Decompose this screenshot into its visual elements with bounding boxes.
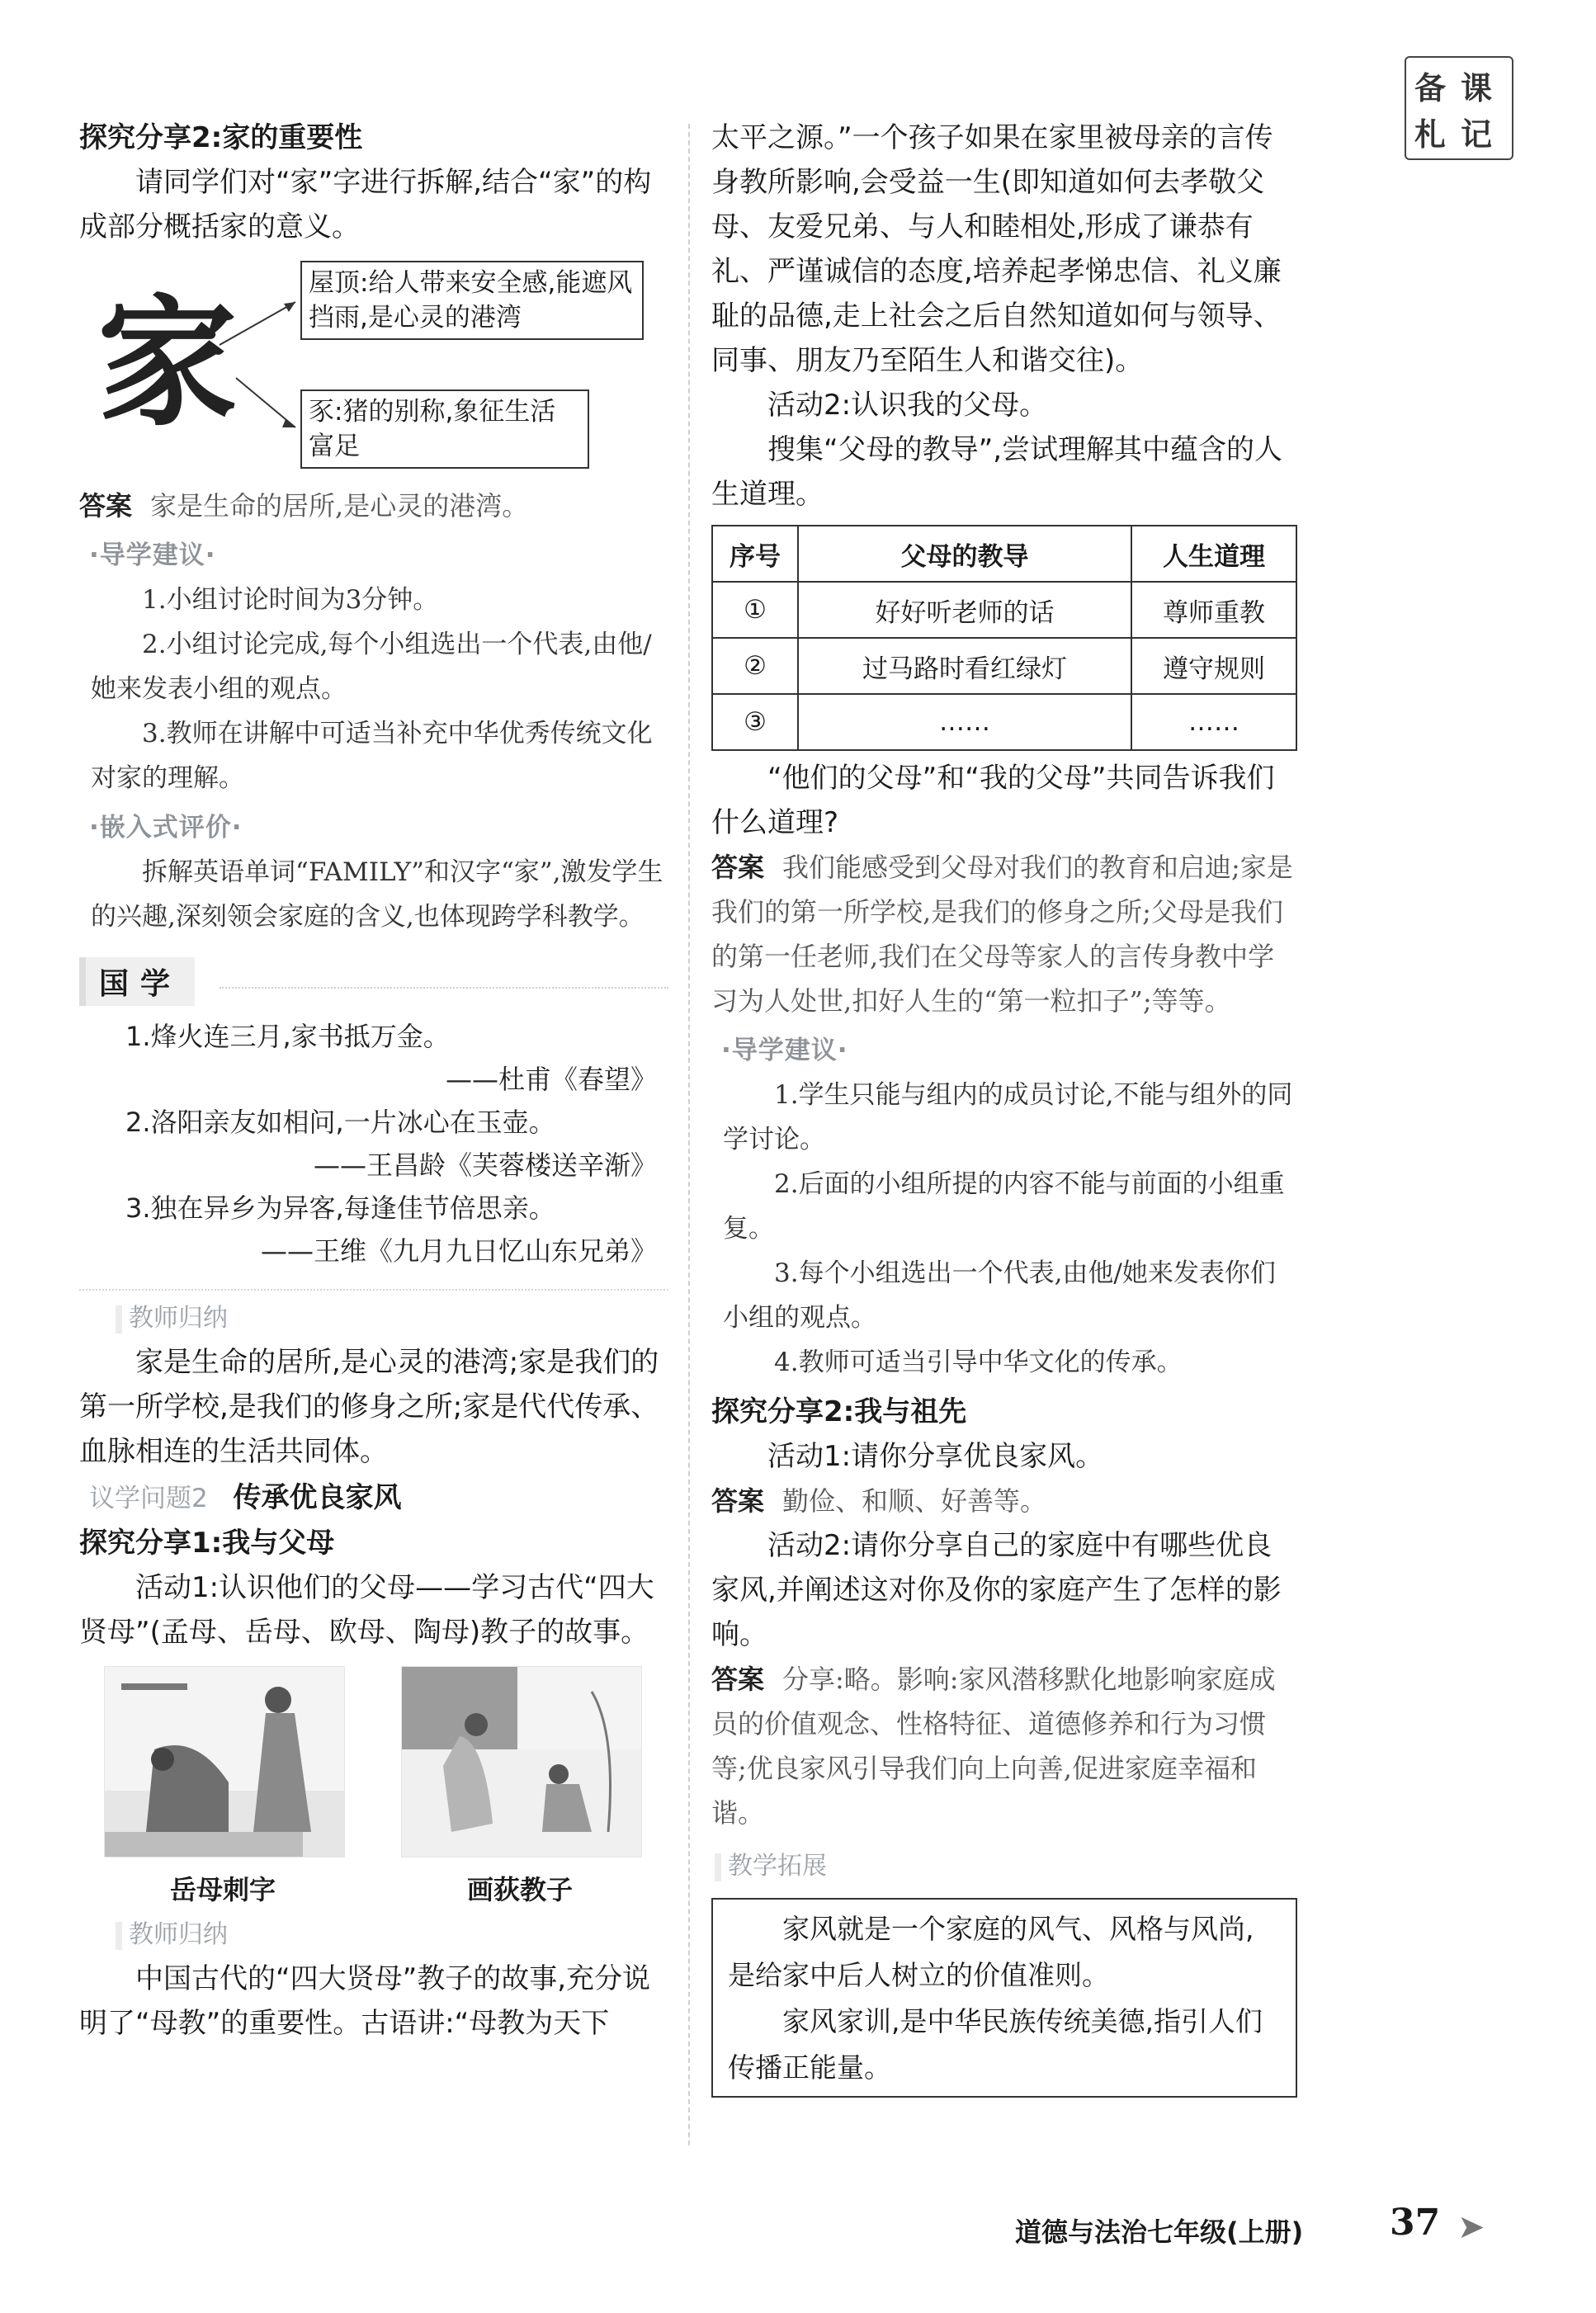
guide-item: 2.小组讨论完成,每个小组选出一个代表,由他/她来发表小组的观点。 (91, 630, 652, 704)
embedded-eval-text: 拆解英语单词“FAMILY”和汉字“家”,激发学生的兴趣,深刻领会家庭的含义,也体现跨学科教学。 (91, 857, 663, 932)
roof-explanation-box: 屋顶:给人带来安全感,能遮风挡雨,是心灵的港湾 (300, 261, 644, 340)
illustrations (79, 1666, 668, 1914)
paragraph: 请同学们对“家”字进行拆解,结合“家”的构成部分概括家的意义。 (79, 166, 652, 243)
teacher-summary-label: 教师归纳 (116, 1914, 668, 1957)
guide-item: 3.教师在讲解中可适当补充中华优秀传统文化对家的理解。 (91, 719, 653, 793)
poem-line: 2.洛阳亲友如相问,一片冰心在玉壶。 (125, 1107, 555, 1138)
answer-text: 家是生命的居所,是心灵的港湾。 (150, 490, 529, 522)
table-cell: 尊师重教 (1131, 582, 1296, 638)
answer (711, 1479, 1297, 1523)
divider-line (220, 987, 668, 989)
table-header: 父母的教导 (798, 526, 1131, 582)
book-title: 道德与法治七年级(上册) (1015, 2216, 1304, 2248)
answer-text: 勤俭、和顺、好善等。 (782, 1485, 1047, 1517)
teacher-summary: 家是生命的居所,是心灵的港湾;家是我们的第一所学校,是我们的修身之所;家是代代传承、血脉相连的生活共同体。 (79, 1346, 659, 1468)
answer (711, 845, 1297, 1023)
poem-source: ——王昌龄《芙蓉楼送辛渐》 (313, 1149, 657, 1181)
section-heading: 探究分享1:我与父母 (79, 1527, 335, 1560)
teaching-extension-box (711, 1898, 1297, 2098)
parents-teaching-table (711, 525, 1297, 751)
table-cell: 遵守规则 (1131, 638, 1296, 694)
column-divider (688, 124, 690, 2145)
answer-text: 分享:略。影响:家风潜移默化地影响家庭成员的价值观念、性格特征、道德修养和行为习惯等;优良家风引导我们向上向善,促进家庭幸福和谐。 (711, 1664, 1276, 1829)
ink-drawing (402, 1667, 641, 1857)
table-cell: 好好听老师的话 (798, 582, 1131, 638)
table-cell: …… (1131, 694, 1296, 750)
guide-item: 1.小组讨论时间为3分钟。 (142, 585, 439, 615)
left-column (79, 116, 668, 2046)
activity-title: 活动1:请你分享优良家风。 (767, 1440, 1104, 1473)
paragraph: 搜集“父母的教导”,尝试理解其中蕴含的人生道理。 (711, 433, 1283, 511)
teacher-summary: 中国古代的“四大贤母”教子的故事,充分说明了“母教”的重要性。古语讲:“母教为天下 (79, 1962, 651, 2040)
right-column (711, 116, 1297, 2098)
question: “他们的父母”和“我的父母”共同告诉我们什么道理? (711, 762, 1275, 839)
issue-label: 议学问题2 (89, 1484, 208, 1513)
page-number: 37 (1390, 2202, 1441, 2244)
table-cell: 过马路时看红绿灯 (798, 638, 1131, 694)
character-diagram (79, 254, 668, 479)
activity-title: 活动2:认识我的父母。 (767, 389, 1048, 422)
corner-arrow-icon: ➤ (1457, 2208, 1485, 2246)
answer-label: 答案 (79, 490, 133, 522)
badge-char: 札 (1414, 116, 1447, 153)
lesson-notes-badge (1405, 56, 1513, 160)
issue-title: 传承优良家风 (233, 1481, 402, 1514)
section-heading: 探究分享2:我与祖先 (711, 1395, 967, 1428)
label-bar (116, 1922, 122, 1950)
big-character: 家 (97, 281, 238, 446)
answer-label: 答案 (711, 1485, 765, 1517)
guoxue-title: 国学 (79, 957, 195, 1006)
guide-item: 4.教师可适当引导中华文化的传承。 (774, 1348, 1183, 1377)
label-bar (116, 1305, 122, 1334)
answer (711, 1657, 1297, 1835)
guide-label: ·导学建议· (721, 1036, 848, 1065)
guide-label: ·导学建议· (89, 540, 216, 570)
divider-line (79, 1289, 668, 1291)
activity-title: 活动2:请你分享自己的家庭中有哪些优良家风,并阐述这对你及你的家庭产生了怎样的影响。 (711, 1529, 1282, 1651)
table-cell: ① (712, 582, 798, 638)
table-cell: …… (798, 694, 1131, 750)
table-header-row (712, 526, 1296, 582)
answer-label: 答案 (711, 852, 765, 883)
table-row (712, 694, 1296, 750)
poem-line: 1.烽火连三月,家书抵万金。 (125, 1021, 450, 1052)
pig-explanation-box: 豕:猪的别称,象征生活富足 (300, 389, 589, 469)
illustration-caption: 岳母刺字 (170, 1874, 276, 1905)
teacher-summary-label: 教师归纳 (116, 1297, 668, 1340)
label-bar (715, 1853, 721, 1881)
guide-item: 3.每个小组选出一个代表,由他/她来发表你们小组的观点。 (723, 1258, 1276, 1333)
table-header: 人生道理 (1131, 526, 1296, 582)
table-header: 序号 (712, 526, 798, 582)
guide-item: 1.学生只能与组内的成员讨论,不能与组外的同学讨论。 (723, 1080, 1293, 1154)
poem-source: ——王维《九月九日忆山东兄弟》 (260, 1235, 657, 1267)
hua-di-illustration (401, 1666, 642, 1857)
table-row (712, 638, 1296, 694)
table-cell: ② (712, 638, 798, 694)
table-cell: ③ (712, 694, 798, 750)
poem-source: ——杜甫《春望》 (445, 1064, 657, 1095)
answer-label: 答案 (711, 1664, 765, 1695)
section-heading: 探究分享2:家的重要性 (79, 121, 363, 154)
badge-char: 课 (1461, 70, 1493, 106)
paragraph: 活动1:认识他们的父母——学习古代“四大贤母”(孟母、岳母、欧母、陶母)教子的故事。 (79, 1571, 654, 1649)
extension-text: 家风就是一个家庭的风气、风格与风尚,是给家中后人树立的价值准则。 (728, 1913, 1254, 1991)
yue-mu-illustration (104, 1666, 345, 1857)
ink-drawing (105, 1667, 344, 1857)
poem-line: 3.独在异乡为异客,每逢佳节倍思亲。 (125, 1192, 555, 1224)
embedded-eval-label: ·嵌入式评价· (89, 813, 243, 843)
issue-heading (79, 1475, 668, 1521)
badge-char: 备 (1414, 70, 1447, 106)
answer-text: 我们能感受到父母对我们的教育和启迪;家是我们的第一所学校,是我们的修身之所;父母是我们的第一任老师,我们在父母等家人的言传身教中学习为人处世,扣好人生的“第一粒扣子”;等等。 (711, 852, 1293, 1017)
badge-char: 记 (1461, 116, 1493, 153)
paragraph: 太平之源。”一个孩子如果在家里被母亲的言传身教所影响,会受益一生(即知道如何去孝敬父母、友爱兄弟、与人和睦相处,形成了谦恭有礼、严谨诚信的态度,培养起孝悌忠信、礼义廉耻的品德,走上社会之后自然知道如何与领导、同事、朋友乃至陌生人和谐交往)。 (711, 121, 1282, 377)
guide-item: 2.后面的小组所提的内容不能与前面的小组重复。 (723, 1169, 1285, 1244)
table-row (712, 582, 1296, 638)
teaching-extension-label: 教学拓展 (715, 1845, 1297, 1888)
guoxue-header (79, 957, 668, 1015)
illustration-caption: 画荻教子 (467, 1874, 574, 1905)
answer (79, 484, 668, 528)
extension-text: 家风家训,是中华民族传统美德,指引人们传播正能量。 (728, 2005, 1263, 2084)
